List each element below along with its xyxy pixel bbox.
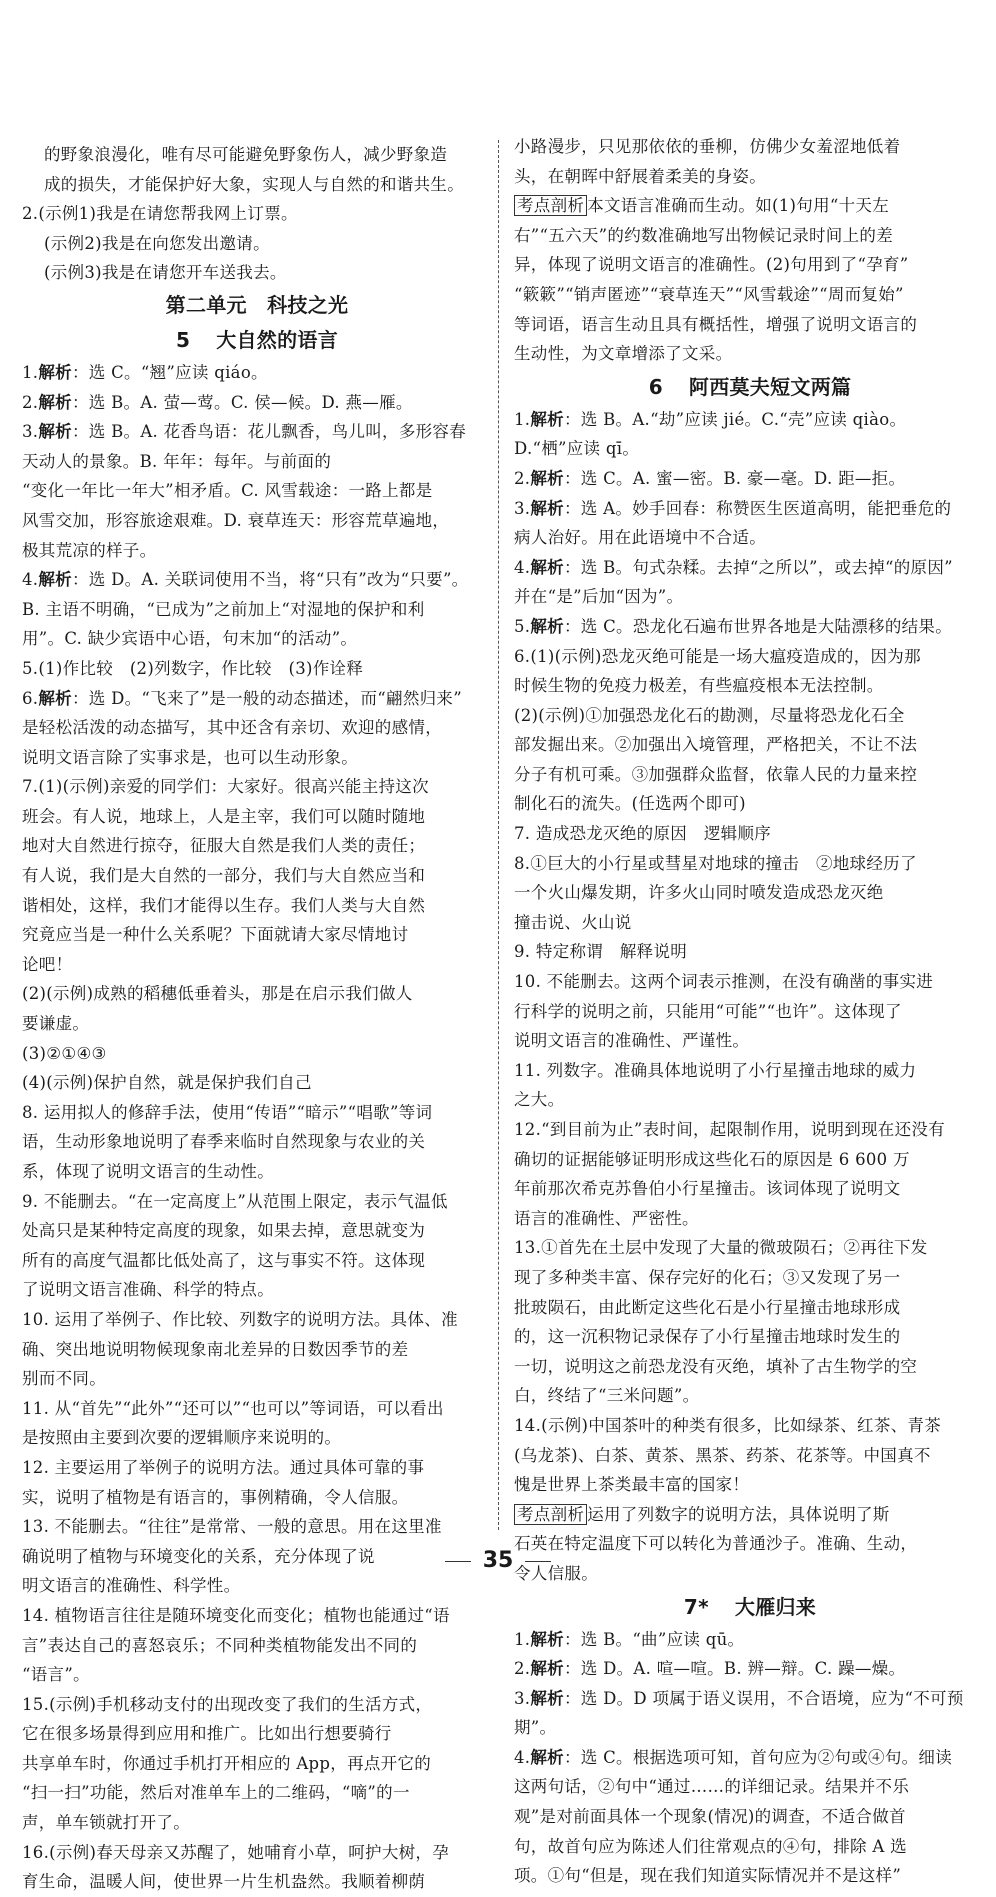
item-number: 3. [514, 498, 531, 518]
answer-line: 令人信服。 [514, 1563, 598, 1583]
text-line: 的野象浪漫化，唯有尽可能避免野象伤人，减少野象造 [44, 145, 448, 164]
answer-line: 制化石的流失。(任选两个即可) [514, 794, 746, 814]
label-jiexi: 解析 [530, 468, 564, 488]
page-number [0, 1548, 996, 1573]
answer-line: 撞击说、火山说 [514, 912, 632, 932]
answer-text: ：选 C。根据选项可知，首句应为②句或④句。细读 [563, 1747, 953, 1767]
answer-line: 语言的准确性、严密性。 [514, 1208, 699, 1228]
answer-line: 要谦虚。 [22, 1014, 90, 1034]
answer-line: 说明文语言的准确性、严谨性。 [514, 1031, 750, 1051]
answer-text: ：选 D。A. 喧—喧。B. 辨—辩。C. 躁—燥。 [563, 1659, 906, 1679]
answer-line: 5.(1)作比较 (2)列数字，作比较 (3)作诠释 [22, 658, 364, 678]
answer-line: “语言”。 [22, 1665, 90, 1685]
answer-line: 病人治好。用在此语境中不合适。 [514, 528, 766, 548]
exam-point-tag: 考点剖析 [514, 1504, 587, 1525]
answer-line [514, 464, 986, 494]
answer-line: 之大。 [514, 1090, 565, 1110]
label-jiexi: 解析 [38, 570, 72, 590]
answer-line: 10. 不能删去。这两个词表示推测，在没有确凿的事实进 [514, 972, 934, 992]
answer-line: 批玻陨石，由此断定这些化石是小行星撞击地球形成 [514, 1297, 901, 1317]
section-number: 5 [175, 327, 191, 352]
answer-line: 有人说，我们是大自然的一部分，我们与大自然应当和 [22, 866, 426, 886]
answer-text: ：选 D。A. 关联词使用不当，将“只有”改为“只要”。 [71, 570, 469, 590]
item-number: 3. [22, 422, 39, 442]
text-line: 2.(示例1)我是在请您帮我网上订票。 [22, 204, 298, 224]
answer-line: 了说明文语言准确、科学的特点。 [22, 1280, 274, 1300]
answer-line [22, 417, 492, 447]
answer-line: 实，说明了植物是有语言的，事例精确，令人信服。 [22, 1487, 409, 1507]
answer-line: 头，在朝晖中舒展着柔美的身姿。 [514, 166, 766, 186]
item-number: 5. [514, 616, 531, 636]
answer-line: (3)②①④③ [22, 1043, 107, 1063]
answer-line: 确说明了植物与环境变化的关系，充分体现了说 [22, 1546, 375, 1566]
answer-line: 9. 特定称谓 解释说明 [514, 942, 688, 962]
answer-line: 项。①句“但是，现在我们知道实际情况并不是这样” [514, 1866, 902, 1886]
answer-line: 期”。 [514, 1718, 557, 1738]
answer-line: 班会。有人说，地球上，人是主宰，我们可以随时随地 [22, 806, 426, 826]
answer-line: 7.(1)(示例)亲爱的同学们：大家好。很高兴能主持这次 [22, 777, 429, 797]
answer-text: ：选 D。D 项属于语义误用，不合语境，应为“不可预 [563, 1688, 964, 1708]
item-number: 6. [22, 688, 39, 708]
answer-line: 异，体现了说明文语言的准确性。(2)句用到了“孕育” [514, 255, 909, 275]
answer-line: 处高只是某种特定高度的现象，如果去掉，意思就变为 [22, 1221, 426, 1241]
answer-line [514, 1625, 986, 1655]
answer-line: 11. 列数字。准确具体地说明了小行星撞击地球的威力 [514, 1060, 917, 1080]
answer-line: 年前那次希克苏鲁伯小行星撞击。该词体现了说明文 [514, 1179, 901, 1199]
answer-line: 10. 运用了举例子、作比较、列数字的说明方法。具体、准 [22, 1309, 458, 1329]
answer-line: 生动性，为文章增添了文采。 [514, 344, 733, 364]
answer-line: B. 主语不明确，“已成为”之前加上“对湿地的保护和利 [22, 599, 425, 619]
answer-line: 究竟应当是一种什么关系呢？下面就请大家尽情地讨 [22, 925, 409, 945]
answer-line [514, 1654, 986, 1684]
answer-line: 语，生动形象地说明了春季来临时自然现象与农业的关 [22, 1132, 426, 1152]
answer-line: D.“栖”应读 qī。 [514, 439, 640, 459]
answer-line: 13. 不能删去。“往往”是常常、一般的意思。用在这里准 [22, 1517, 442, 1537]
label-jiexi: 解析 [530, 1688, 564, 1708]
answer-line: 8.①巨大的小行星或彗星对地球的撞击 ②地球经历了 [514, 853, 917, 873]
answer-line: 白，终结了“三米问题”。 [514, 1386, 700, 1406]
label-jiexi: 解析 [530, 616, 564, 636]
label-jiexi: 解析 [38, 362, 72, 382]
answer-line: 9. 不能删去。“在一定高度上”从范围上限定，表示气温低 [22, 1191, 448, 1211]
answer-line: “变化一年比一年大”相矛盾。C. 风雪载途：一路上都是 [22, 481, 433, 501]
answer-line: 12.“到目前为止”表时间，起限制作用，说明到现在还没有 [514, 1120, 946, 1139]
item-number: 2. [514, 468, 531, 488]
text-line: (示例2)我是在向您发出邀请。 [44, 233, 270, 253]
answer-line: 极其荒凉的样子。 [22, 540, 157, 560]
answer-line: (4)(示例)保护自然，就是保护我们自己 [22, 1073, 312, 1093]
answer-line [22, 684, 492, 714]
answer-line: 句，故首句应为陈述人们往常观点的④句，排除 A 选 [514, 1836, 907, 1856]
item-number: 3. [514, 1688, 531, 1708]
answer-text: ：选 B。A. 花香鸟语：花儿飘香，鸟儿叫，多形容春 [71, 422, 467, 442]
answer-line: 等词语，语言生动且具有概括性，增强了说明文语言的 [514, 314, 918, 334]
answer-line: 一切，说明这之前恐龙没有灭绝，填补了古生物学的空 [514, 1356, 918, 1376]
answer-line [22, 388, 492, 418]
answer-line [22, 358, 492, 388]
answer-line: 的，这一沉积物记录保存了小行星撞击地球时发生的 [514, 1327, 901, 1347]
answer-text: ：选 B。A. 萤—莺。C. 侯—候。D. 燕—雁。 [71, 392, 413, 412]
answer-line: 风雪交加，形容旅途艰难。D. 衰草连天：形容荒草遍地， [22, 510, 450, 530]
section-title: 大雁归来 [734, 1594, 817, 1619]
item-number: 1. [514, 409, 531, 429]
text-line: 成的损失，才能保护好大象，实现人与自然的和谐共生。 [44, 174, 464, 194]
answer-line: 16.(示例)春天母亲又苏醒了，她哺育小草，呵护大树，孕 [22, 1842, 450, 1862]
answer-line: 别而不同。 [22, 1369, 106, 1389]
answer-line [514, 405, 986, 435]
answer-line: 说明文语言除了实事求是，也可以生动形象。 [22, 747, 358, 767]
answer-line: 谐相处，这样，我们才能得以生存。我们人类与大自然 [22, 895, 426, 915]
answer-line: 6.(1)(示例)恐龙灭绝可能是一场大瘟疫造成的，因为那 [514, 646, 921, 666]
label-jiexi: 解析 [530, 1747, 564, 1767]
answer-line: 所有的高度气温都比低处高了，这与事实不符。这体现 [22, 1250, 426, 1270]
answer-line: 右”“五六天”的约数准确地写出物候记录时间上的差 [514, 225, 894, 245]
item-number: 2. [514, 1659, 531, 1679]
answer-line: 分子有机可乘。③加强群众监督，依靠人民的力量来控 [514, 764, 918, 784]
answer-text: ：选 B。句式杂糅。去掉“之所以”，或去掉“的原因” [563, 557, 953, 577]
answer-line: 共享单车时，你通过手机打开相应的 App，再点开它的 [22, 1753, 432, 1773]
answer-line [514, 612, 986, 642]
answer-line: 11. 从“首先”“此外”“还可以”“也可以”等词语，可以看出 [22, 1398, 444, 1418]
answer-line: 15.(示例)手机移动支付的出现改变了我们的生活方式， [22, 1694, 433, 1714]
answer-text: ：选 B。A.“劫”应读 jié。C.“壳”应读 qiào。 [563, 409, 907, 429]
answer-line: 是按照由主要到次要的逻辑顺序来说明的。 [22, 1428, 342, 1448]
label-jiexi: 解析 [530, 557, 564, 577]
answer-line: 7. 造成恐龙灭绝的原因 逻辑顺序 [514, 824, 772, 844]
answer-line: 石英在特定温度下可以转化为普通沙子。准确、生动， [514, 1534, 918, 1554]
section-heading [22, 322, 492, 358]
label-jiexi: 解析 [38, 688, 72, 708]
answer-line: 系，体现了说明文语言的生动性。 [22, 1162, 274, 1181]
section-heading [514, 369, 986, 405]
column-divider [498, 140, 499, 1530]
answer-line [514, 1743, 986, 1773]
answer-text: ：选 A。妙手回春：称赞医生医道高明，能把垂危的 [563, 498, 952, 518]
section-number: 6 [648, 374, 663, 399]
answer-line [514, 1500, 986, 1530]
answer-line: 一个火山爆发期，许多火山同时喷发造成恐龙灭绝 [514, 883, 884, 903]
answer-line: (2)(示例)成熟的稻穗低垂着头，那是在启示我们做人 [22, 984, 413, 1004]
answer-line: 13.①首先在土层中发现了大量的微玻陨石；②再往下发 [514, 1238, 928, 1258]
answer-line: 这两句话，②句中“通过……的详细记录。结果并不乐 [514, 1777, 910, 1797]
item-number: 1. [514, 1629, 531, 1649]
page-number-text: 35 [482, 1548, 514, 1573]
answer-line: 是轻松活泼的动态描写，其中还含有亲切、欢迎的感情， [22, 718, 442, 738]
left-column [22, 140, 492, 1892]
answer-text: ：选 C。A. 蜜—密。B. 豪—毫。D. 距—拒。 [563, 468, 906, 488]
text-line: (示例3)我是在请您开车送我去。 [44, 263, 287, 283]
answer-line: 小路漫步，只见那依依的垂柳，仿佛少女羞涩地低着 [514, 137, 901, 156]
answer-line: 现了多种类丰富、保存完好的化石；③又发现了另一 [514, 1267, 901, 1287]
answer-line [22, 565, 492, 595]
answer-line: 言”表达自己的喜怒哀乐；不同种类植物能发出不同的 [22, 1635, 418, 1655]
label-jiexi: 解析 [38, 422, 72, 442]
answer-line: “扫一扫”功能，然后对准单车上的二维码，“嘀”的一 [22, 1783, 410, 1803]
unit-heading: 第二单元 科技之光 [165, 292, 349, 317]
answer-line: 时候生物的免疫力极差，有些瘟疫根本无法控制。 [514, 676, 884, 696]
section-title: 阿西莫夫短文两篇 [688, 374, 852, 399]
section-title: 大自然的语言 [216, 327, 339, 352]
exam-point-tag: 考点剖析 [514, 195, 587, 216]
answer-line: 明文语言的准确性、科学性。 [22, 1576, 241, 1596]
answer-line: 14.(示例)中国茶叶的种类有很多，比如绿茶、红茶、青茶 [514, 1415, 942, 1435]
answer-text: 运用了列数字的说明方法，具体说明了斯 [587, 1504, 890, 1524]
answer-line: 声，单车锁就打开了。 [22, 1813, 190, 1833]
answer-text: ：选 B。“曲”应读 qū。 [563, 1629, 745, 1649]
answer-line: 育生命，温暖人间，使世界一片生机盎然。我顺着柳荫 [22, 1872, 426, 1892]
item-number: 2. [22, 392, 39, 412]
item-number: 1. [22, 362, 39, 382]
answer-line: 确切的证据能够证明形成这些化石的原因是 6 600 万 [514, 1149, 910, 1169]
answer-text: ：选 C。“翘”应读 qiáo。 [71, 362, 268, 382]
label-jiexi: 解析 [530, 1659, 564, 1679]
answer-line: 用”。C. 缺少宾语中心语，句末加“的活动”。 [22, 629, 358, 649]
item-number: 4. [22, 570, 39, 590]
item-number: 4. [514, 1747, 531, 1767]
answer-text: 本文语言准确而生动。如(1)句用“十天左 [587, 196, 890, 216]
answer-line: (2)(示例)①加强恐龙化石的勘测，尽量将恐龙化石全 [514, 705, 905, 725]
answer-line: 行科学的说明之前，只能用“可能”“也许”。这体现了 [514, 1001, 902, 1021]
answer-line [514, 494, 986, 524]
answer-line [514, 553, 986, 583]
answer-line: “簌簌”“销声匿迹”“衰草连天”“风雪载途”“周而复始” [514, 284, 904, 304]
label-jiexi: 解析 [530, 498, 564, 518]
answer-line [514, 191, 986, 221]
answer-line: 确、突出地说明物候现象南北差异的日数因季节的差 [22, 1339, 409, 1359]
item-number: 4. [514, 557, 531, 577]
right-column [514, 132, 986, 1886]
answer-line: 14. 植物语言往往是随环境变化而变化；植物也能通过“语 [22, 1605, 450, 1625]
answer-line: 并在“是”后加“因为”。 [514, 587, 684, 607]
section-number: 7* [683, 1594, 709, 1619]
answer-text: ：选 D。“飞来了”是一般的动态描述，而“翩然归来” [71, 688, 462, 708]
answer-line: (乌龙茶)、白茶、黄茶、黑茶、药茶、花茶等。中国真不 [514, 1445, 931, 1465]
answer-line: 8. 运用拟人的修辞手法，使用“传语”“暗示”“唱歌”等词 [22, 1102, 433, 1122]
section-heading [514, 1589, 986, 1625]
answer-line: 部发掘出来。②加强出入境管理，严格把关，不让不法 [514, 735, 918, 755]
answer-line [514, 1684, 986, 1714]
answer-line: 地对大自然进行掠夺，征服大自然是我们人类的责任； [22, 836, 426, 856]
answer-line: 它在很多场景得到应用和推广。比如出行想要骑行 [22, 1724, 392, 1744]
label-jiexi: 解析 [530, 1629, 564, 1649]
answer-line: 天动人的景象。B. 年年：每年。与前面的 [22, 451, 332, 471]
answer-line: 12. 主要运用了举例子的说明方法。通过具体可靠的事 [22, 1457, 425, 1477]
answer-line: 论吧！ [22, 954, 73, 974]
answer-line: 愧是世界上茶类最丰富的国家！ [514, 1475, 750, 1495]
answer-text: ：选 C。恐龙化石遍布世界各地是大陆漂移的结果。 [563, 616, 953, 636]
label-jiexi: 解析 [38, 392, 72, 412]
label-jiexi: 解析 [530, 409, 564, 429]
answer-line: 观”是对前面具体一个现象(情况)的调查，不适合做首 [514, 1807, 906, 1827]
